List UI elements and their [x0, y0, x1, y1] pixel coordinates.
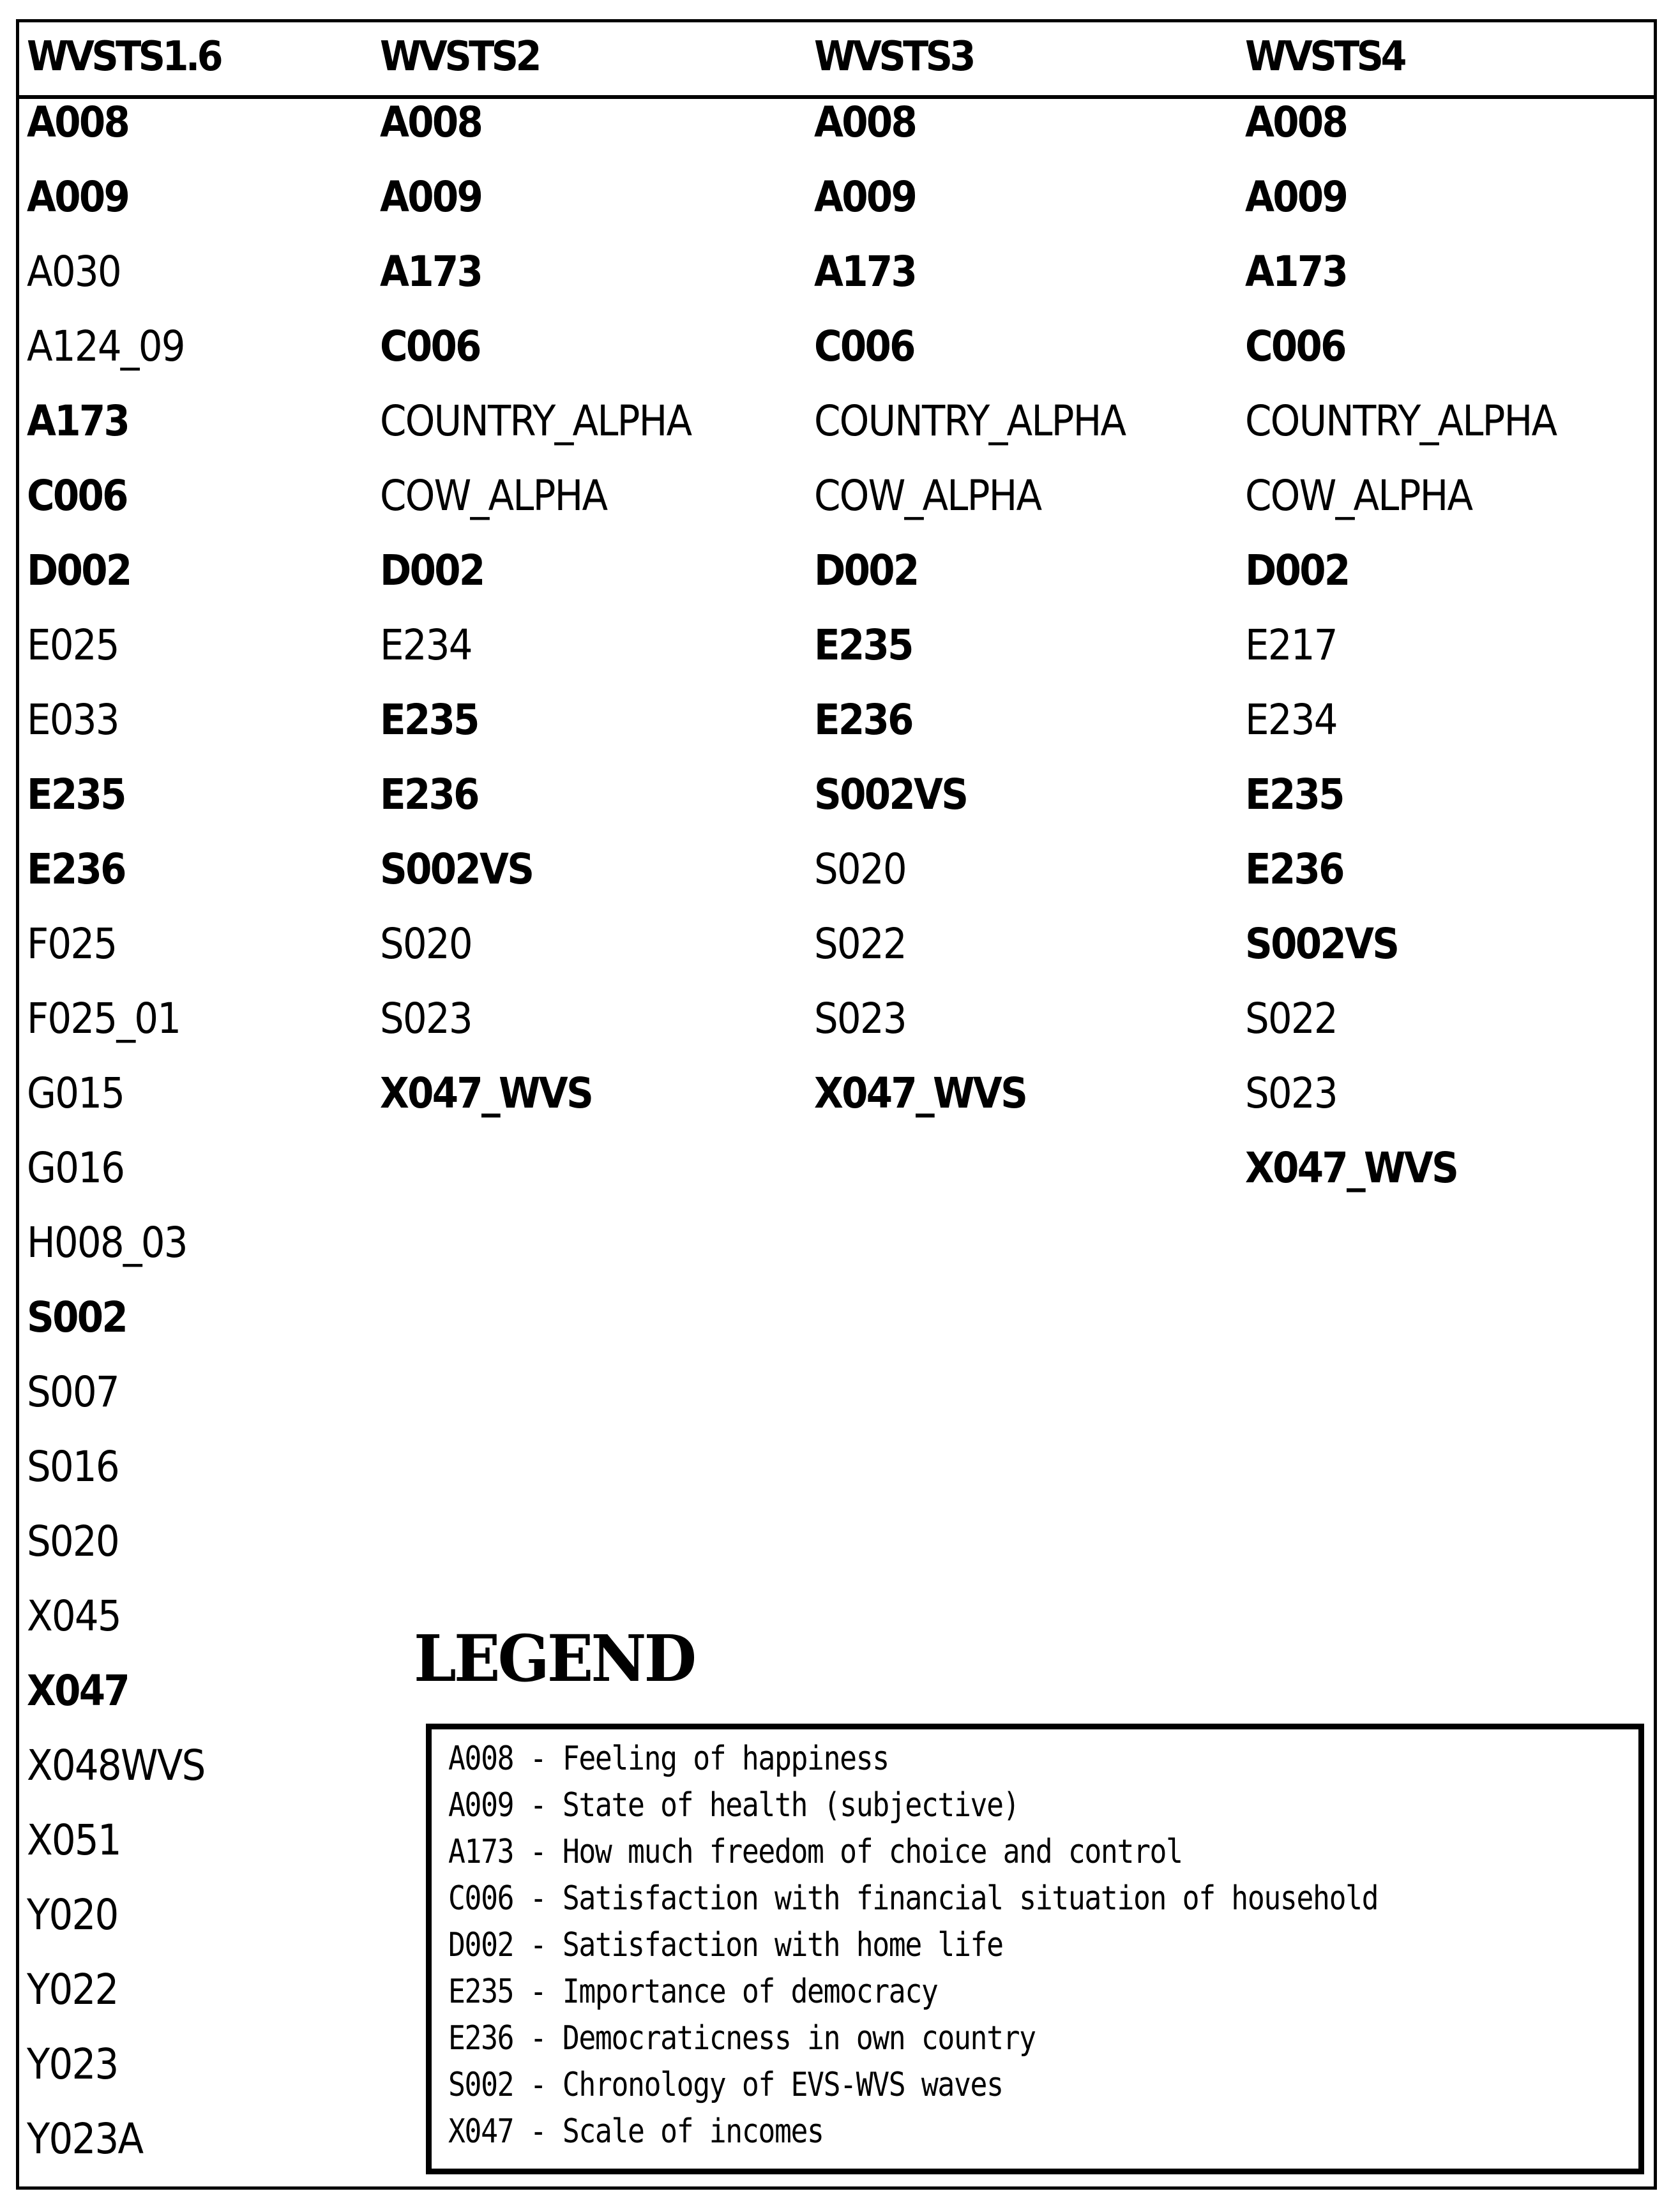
table-cell: E236 — [27, 845, 125, 894]
table-cell: C006 — [814, 322, 914, 371]
legend-entry: A173 - How much freedom of choice and control — [448, 1833, 1183, 1871]
table-cell: E235 — [1245, 770, 1343, 819]
legend-entry: C006 - Satisfaction with financial situation of household — [448, 1879, 1379, 1918]
table-cell: C006 — [380, 322, 480, 371]
table-cell: A008 — [814, 98, 916, 147]
table-cell: E234 — [1245, 695, 1337, 744]
table-cell: A008 — [1245, 98, 1347, 147]
table-cell: E217 — [1245, 621, 1337, 670]
table-cell: X047 — [27, 1666, 128, 1715]
column-header-wvsts1-6: WVSTS1.6 — [27, 33, 220, 80]
table-cell: C006 — [1245, 322, 1345, 371]
legend-entry: E236 - Democraticness in own country — [448, 2019, 1036, 2058]
table-cell: D002 — [27, 546, 131, 595]
table-cell: S022 — [814, 919, 906, 968]
table-cell: S023 — [380, 994, 472, 1043]
table-cell: A009 — [1245, 172, 1347, 222]
table-cell: S007 — [27, 1367, 119, 1417]
table-cell: COUNTRY_ALPHA — [814, 396, 1126, 446]
table-cell: A173 — [814, 247, 916, 296]
table-cell: C006 — [27, 471, 127, 520]
table-cell: S022 — [1245, 994, 1337, 1043]
table-cell: E236 — [1245, 845, 1343, 894]
table-cell: X048WVS — [27, 1741, 205, 1790]
table-cell: COUNTRY_ALPHA — [1245, 396, 1557, 446]
table-cell: F025 — [27, 919, 117, 968]
table-cell: E235 — [380, 695, 478, 744]
legend-entry: S002 - Chronology of EVS-WVS waves — [448, 2066, 1003, 2104]
table-cell: COW_ALPHA — [1245, 471, 1472, 520]
table-cell: E236 — [814, 695, 912, 744]
legend-entry: X047 - Scale of incomes — [448, 2112, 824, 2151]
table-cell: Y023A — [27, 2114, 143, 2163]
legend-title: LEGEND — [414, 1621, 695, 1696]
table-cell: A124_09 — [27, 322, 185, 371]
table-cell: S023 — [814, 994, 906, 1043]
table-cell: A173 — [1245, 247, 1347, 296]
legend-entry: D002 - Satisfaction with home life — [448, 1926, 1003, 1964]
legend-box — [426, 1724, 1644, 2174]
table-cell: A030 — [27, 247, 121, 296]
table-cell: A008 — [27, 98, 129, 147]
table-cell: S002 — [27, 1293, 126, 1342]
column-header-wvsts4: WVSTS4 — [1245, 33, 1404, 80]
table-cell: A009 — [814, 172, 916, 222]
table-cell: D002 — [814, 546, 918, 595]
table-cell: S002VS — [1245, 919, 1398, 968]
table-cell: COW_ALPHA — [814, 471, 1041, 520]
table-cell: H008_03 — [27, 1218, 187, 1267]
table-cell: X051 — [27, 1816, 121, 1865]
table-cell: S020 — [380, 919, 472, 968]
table-cell: Y020 — [27, 1890, 118, 1939]
table-cell: X045 — [27, 1591, 121, 1641]
table-cell: A173 — [380, 247, 482, 296]
table-cell: X047_WVS — [1245, 1143, 1458, 1193]
table-cell: A008 — [380, 98, 482, 147]
column-header-wvsts2: WVSTS2 — [380, 33, 539, 80]
legend-entry: A008 - Feeling of happiness — [448, 1740, 889, 1778]
table-cell: E236 — [380, 770, 478, 819]
table-cell: X047_WVS — [380, 1069, 593, 1118]
legend-entry: E235 - Importance of democracy — [448, 1973, 938, 2011]
table-cell: S020 — [814, 845, 906, 894]
table-cell: A009 — [380, 172, 482, 222]
table-cell: S002VS — [814, 770, 967, 819]
table-cell: F025_01 — [27, 994, 181, 1043]
table-cell: Y022 — [27, 1965, 118, 2014]
table-cell: S020 — [27, 1517, 119, 1566]
table-cell: E235 — [27, 770, 125, 819]
table-cell: X047_WVS — [814, 1069, 1027, 1118]
table-cell: E025 — [27, 621, 119, 670]
legend-entry: A009 - State of health (subjective) — [448, 1786, 1020, 1825]
table-cell: G016 — [27, 1143, 125, 1193]
table-cell: A009 — [27, 172, 129, 222]
table-cell: S016 — [27, 1442, 119, 1491]
table-cell: E235 — [814, 621, 912, 670]
table-cell: S002VS — [380, 845, 533, 894]
column-header-wvsts3: WVSTS3 — [814, 33, 973, 80]
table-cell: D002 — [380, 546, 484, 595]
table-cell: A173 — [27, 396, 129, 446]
table-cell: Y023 — [27, 2040, 118, 2089]
table-cell: S023 — [1245, 1069, 1337, 1118]
table-cell: E234 — [380, 621, 472, 670]
table-cell: COUNTRY_ALPHA — [380, 396, 692, 446]
table-cell: COW_ALPHA — [380, 471, 607, 520]
table-cell: G015 — [27, 1069, 125, 1118]
table-cell: D002 — [1245, 546, 1349, 595]
table-cell: E033 — [27, 695, 119, 744]
